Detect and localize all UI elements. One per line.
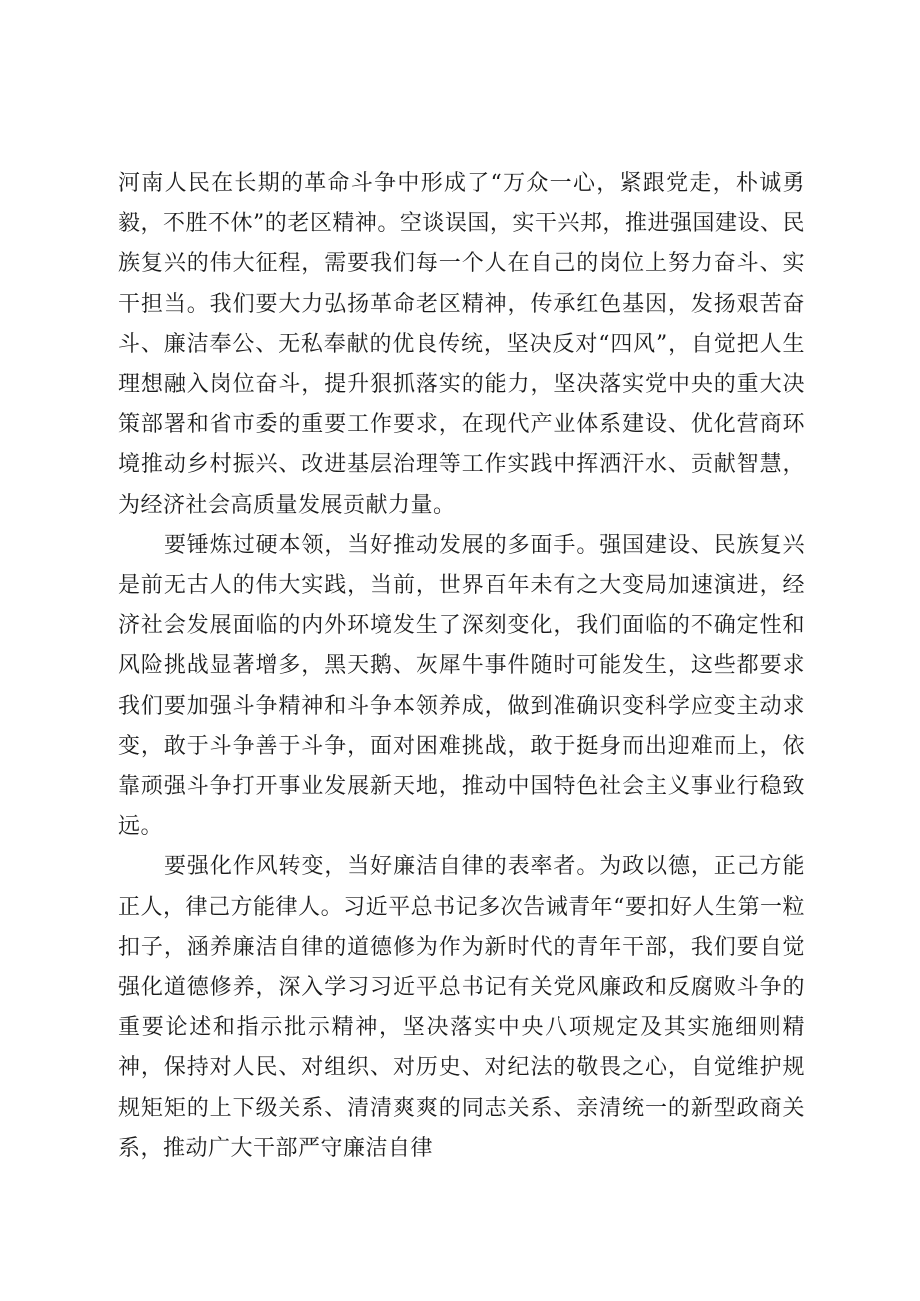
document-body <box>118 164 805 1169</box>
paragraph-3: 要强化作风转变，当好廉洁自律的表率者。为政以德，正己方能正人，律己方能律人。习近平总书记多次告诫青年“要扣好人生第一粒扣子，涵养廉洁自律的道德修为作为新时代的青年干部，我们要自觉强化道德修养，深入学习习近平总书记有关党风廉政和反腐败斗争的重要论述和指示批示精神，坚决落实中央八项规定及其实施细则精神，保持对人民、对组织、对历史、对纪法的敬畏之心，自觉维护规规矩矩的上下级关系、清清爽爽的同志关系、亲清统一的新型政商关系，推动广大干部严守廉洁自律 <box>118 854 805 1161</box>
paragraph-1: 河南人民在长期的革命斗争中形成了“万众一心，紧跟党走，朴诚勇毅，不胜不休”的老区精神。空谈误国，实干兴邦，推进强国建设、民族复兴的伟大征程，需要我们每一个人在自己的岗位上努力奋斗、实干担当。我们要大力弘扬革命老区精神，传承红色基因，发扬艰苦奋斗、廉洁奉公、无私奉献的优良传统，坚决反对“四风”，自觉把人生理想融入岗位奋斗，提升狠抓落实的能力，坚决落实党中央的重大决策部署和省市委的重要工作要求，在现代产业体系建设、优化营商环境推动乡村振兴、改进基层治理等工作实践中挥洒汗水、贡献智慧，为经济社会高质量发展贡献力量。 <box>118 171 805 518</box>
paragraph-2: 要锤炼过硬本领，当好推动发展的多面手。强国建设、民族复兴是前无古人的伟大实践，当前，世界百年未有之大变局加速演进，经济社会发展面临的内外环境发生了深刻变化，我们面临的不确定性和风险挑战显著增多，黑天鹅、灰犀牛事件随时可能发生，这些都要求我们要加强斗争精神和斗争本领养成，做到准确识变科学应变主动求变，敢于斗争善于斗争，面对困难挑战，敢于挺身而出迎难而上，依靠顽强斗争打开事业发展新天地，推动中国特色社会主义事业行稳致远。 <box>118 532 805 840</box>
